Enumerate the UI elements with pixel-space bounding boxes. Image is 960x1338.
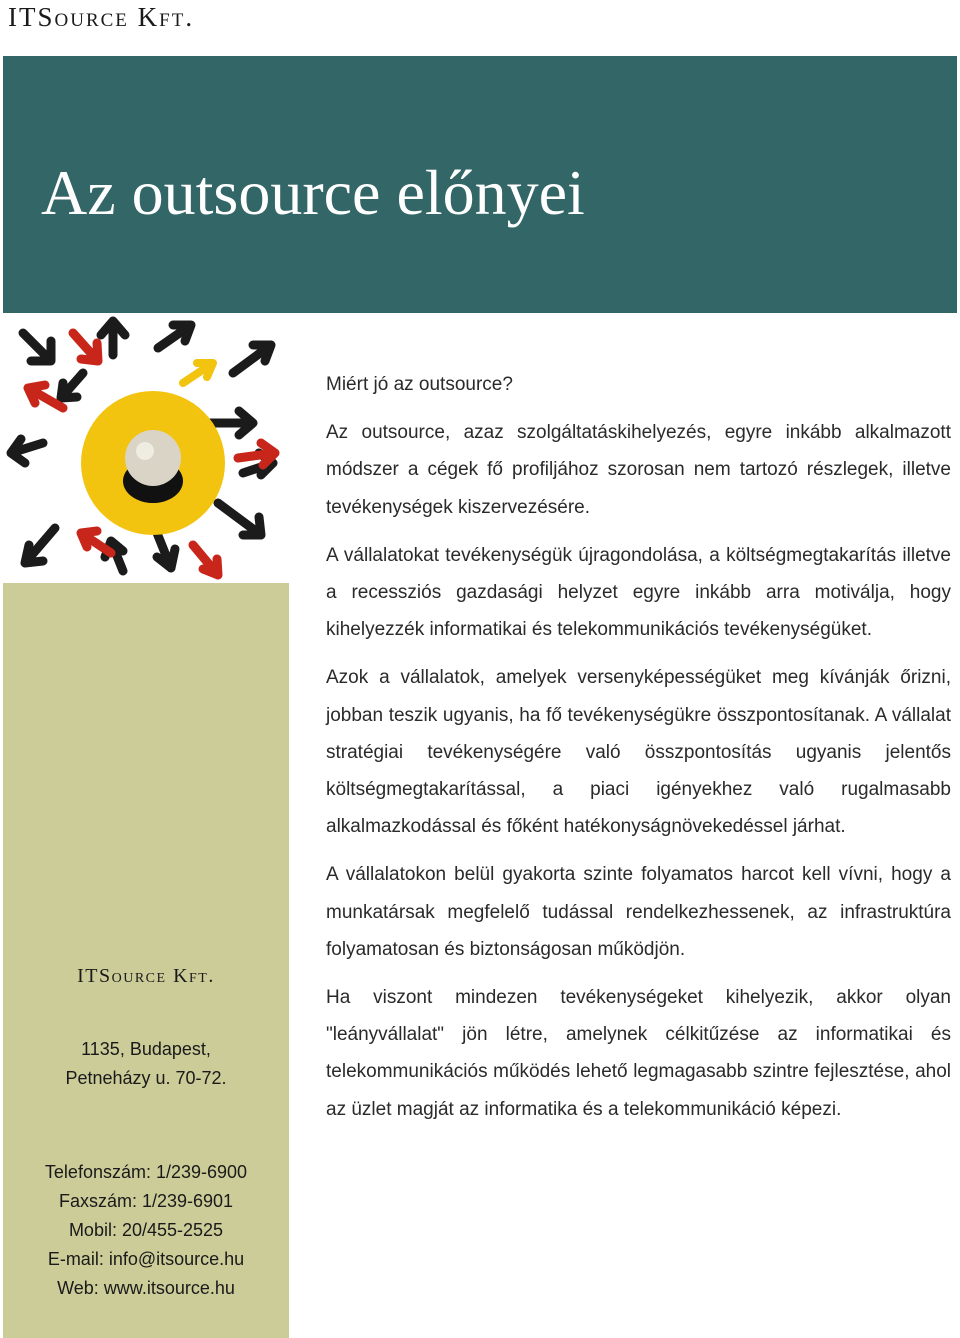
contact-block bbox=[3, 1158, 289, 1303]
address-line: Petneházy u. 70-72. bbox=[65, 1068, 227, 1088]
main-content bbox=[326, 366, 951, 1139]
sidebar-brand bbox=[3, 965, 289, 988]
sidebar-brand-name: ITSource Kft. bbox=[77, 965, 215, 987]
phone-line: Telefonszám: 1/239-6900 bbox=[44, 1162, 248, 1182]
fax-line: Faxszám: 1/239-6901 bbox=[58, 1191, 234, 1211]
title-banner bbox=[3, 56, 957, 313]
page-title: Az outsource előnyei bbox=[41, 157, 585, 228]
address-block bbox=[3, 1035, 289, 1093]
address-line: 1135, Budapest, bbox=[81, 1039, 211, 1059]
section-heading: Miért jó az outsource? bbox=[326, 374, 513, 395]
arrows-photo-icon bbox=[3, 313, 289, 583]
brand-logo-top bbox=[8, 2, 194, 33]
paragraph: A vállalatokon belül gyakorta szinte folyamatos harcot kell vívni, hogy a munkatársak megfelelő tudással rendelkezhessenek, az infrastruktúra folyamatosan és biztonságosan működjön. bbox=[326, 864, 951, 960]
web-line: Web: www.itsource.hu bbox=[57, 1278, 235, 1298]
arrows-photo bbox=[3, 313, 289, 583]
sidebar bbox=[3, 313, 289, 1338]
email-line: E-mail: info@itsource.hu bbox=[47, 1249, 245, 1269]
paragraph: Azok a vállalatok, amelyek versenyképességüket meg kívánják őrizni, jobban teszik ugyanis, ha fő tevékenységükre összpontosítanak. A vállalat stratégiai tevékenységére való összpontosítás ugyanis jelentős költségmegtakarítással, a piaci igényekhez való rugalmasabb alkalmazkodással és főként hatékonyságnövekedéssel járhat. bbox=[326, 667, 951, 838]
brand-name: ITSource Kft. bbox=[8, 2, 195, 32]
mobile-line: Mobil: 20/455-2525 bbox=[68, 1220, 224, 1240]
paragraph: A vállalatokat tevékenységük újragondolása, a költségmegtakarítás illetve a recessziós gazdasági helyzet egyre inkább arra motiválja, hogy kihelyezzék informatikai és telekommunikációs tevékenységüket. bbox=[326, 544, 951, 641]
paragraph: Ha viszont mindezen tevékenységeket kihelyezik, akkor olyan "leányvállalat" jön létre, amelynek célkitűzése az informatikai és telekommunikációs működés lehető legmagasabb szintre fejlesztése, ahol az üzlet magját az informatika és a telekommunikáció képezi. bbox=[326, 987, 951, 1120]
paragraph: Az outsource, azaz szolgáltatáskihelyezés, egyre inkább alkalmazott módszer a cégek fő profiljához szorosan nem tartozó részlegek, illetve tevékenységek kiszervezésére. bbox=[326, 422, 951, 518]
